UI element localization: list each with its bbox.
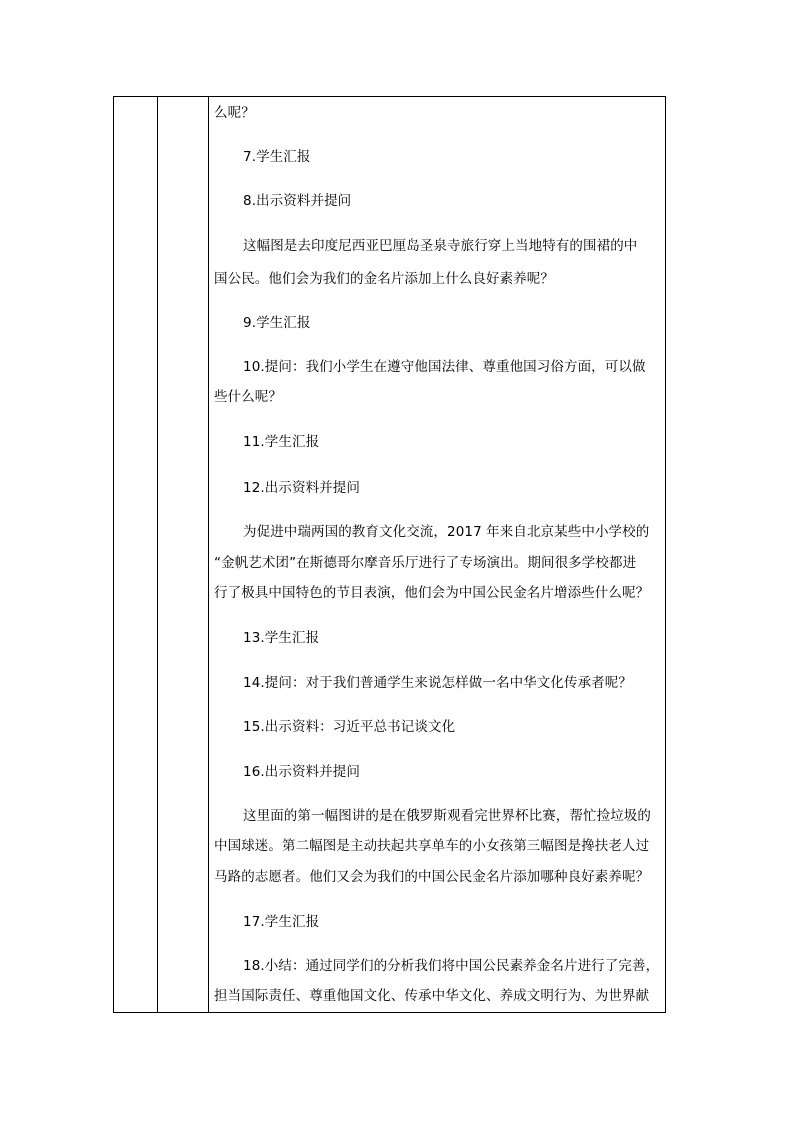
text-line: 这幅图是去印度尼西亚巴厘岛圣泉寺旅行穿上当地特有的围裙的中 [243, 238, 638, 254]
text-line: 18.小结：通过同学们的分析我们将中国公民素养金名片进行了完善， [243, 958, 660, 974]
text-line: 些什么呢？ [214, 389, 282, 405]
text-line: 7.学生汇报 [243, 149, 311, 165]
text-line: 14.提问：对于我们普通学生来说怎样做一名中华文化传承者呢？ [243, 675, 632, 691]
text-line: 11.学生汇报 [243, 434, 320, 450]
text-line: 为促进中瑞两国的教育文化交流，2017 年来自北京某些中小学校的 [243, 524, 650, 540]
text-line: 8.出示资料并提问 [243, 193, 352, 209]
lesson-content-cell [209, 97, 665, 1012]
text-line: 13.学生汇报 [243, 630, 320, 646]
text-line: 担当国际责任、尊重他国文化、传承中华文化、养成文明行为、为世界献 [214, 988, 650, 1004]
text-line: 行了极具中国特色的节目表演，他们会为中国公民金名片增添些什么呢？ [214, 585, 650, 601]
text-line: 12.出示资料并提问 [243, 480, 360, 496]
text-line: 这里面的第一幅图讲的是在俄罗斯观看完世界杯比赛，帮忙捡垃圾的 [243, 808, 651, 824]
text-line: 9.学生汇报 [243, 315, 311, 331]
text-line: 16.出示资料并提问 [243, 764, 360, 780]
lesson-table [113, 96, 666, 1013]
text-line: 国公民。他们会为我们的金名片添加上什么良好素养呢？ [214, 271, 554, 287]
text-line: 17.学生汇报 [243, 914, 320, 930]
text-line: 马路的志愿者。他们又会为我们的中国公民金名片添加哪种良好素养呢？ [214, 869, 650, 885]
column-divider-1 [157, 97, 158, 1012]
text-line: 么呢？ [214, 105, 255, 121]
text-line: “金帆艺术团”在斯德哥尔摩音乐厅进行了专场演出。期间很多学校都进 [214, 555, 637, 571]
text-line: 10.提问：我们小学生在遵守他国法律、尊重他国习俗方面，可以做 [243, 359, 646, 375]
text-line: 中国球迷。第二幅图是主动扶起共享单车的小女孩第三幅图是搀扶老人过 [214, 838, 650, 854]
text-line: 15.出示资料：习近平总书记谈文化 [243, 719, 456, 735]
